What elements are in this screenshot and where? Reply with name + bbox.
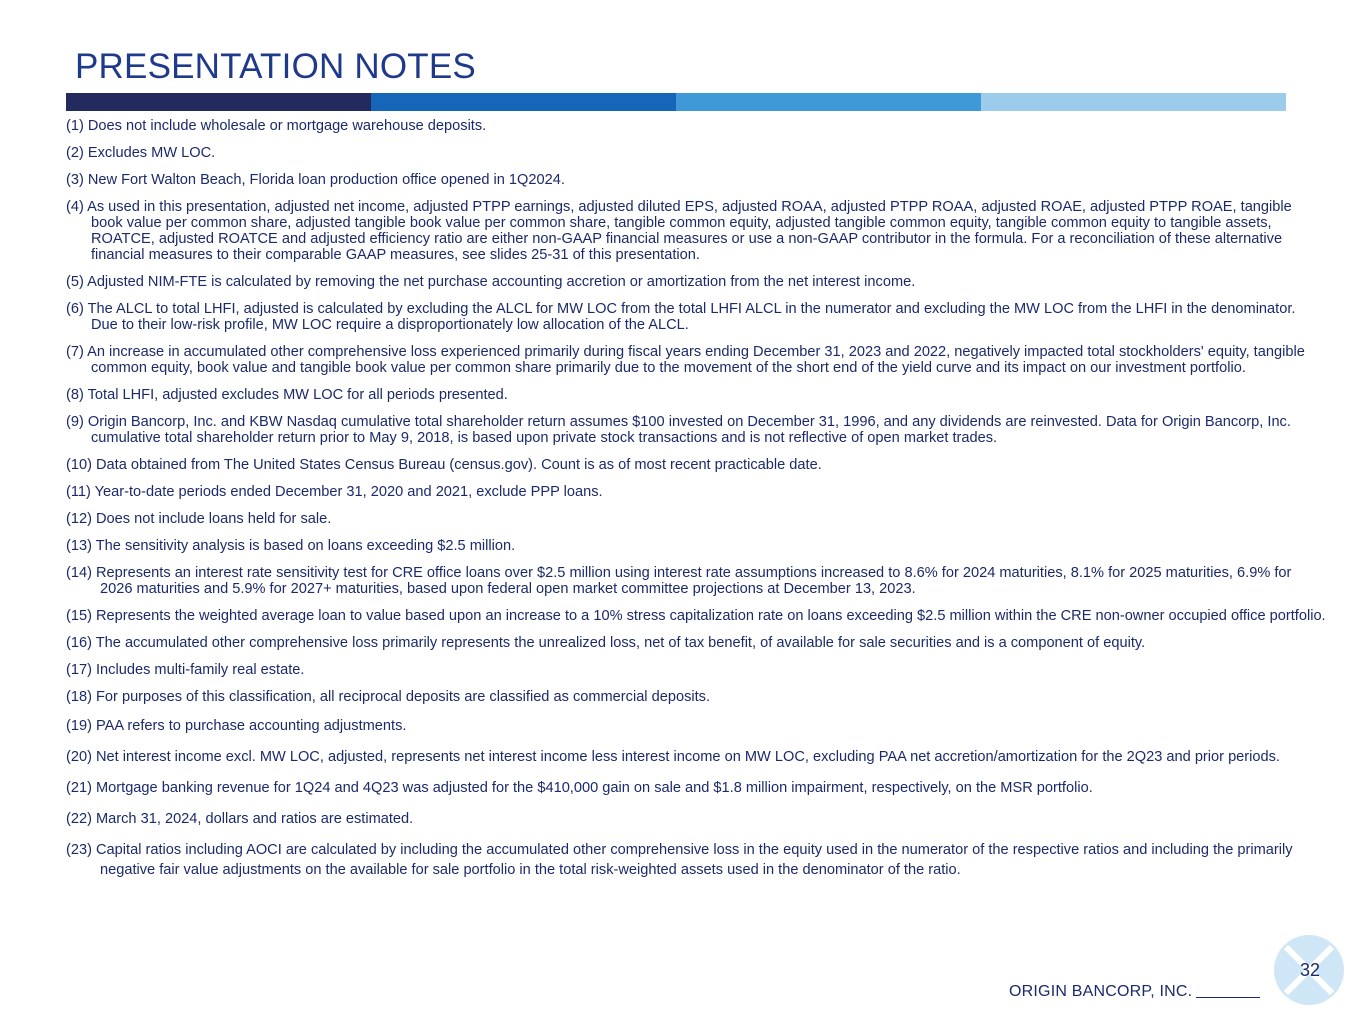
note-8: (8) Total LHFI, adjusted excludes MW LOC for all periods presented. — [66, 387, 508, 403]
color-bar-segment-navy — [66, 93, 371, 111]
note-6: (6) The ALCL to total LHFI, adjusted is calculated by excluding the ALCL for MW LOC from the total LHFI ALCL in the numerator and excluding the MW LOC from the LHFI in the denominator. Due to their low-risk profile, MW LOC require a disproportionately low allocation of the ALCL. — [66, 301, 1296, 333]
note-4: (4) As used in this presentation, adjusted net income, adjusted PTPP earnings, adjusted diluted EPS, adjusted ROAA, adjusted PTPP ROAA, adjusted ROAE, adjusted PTPP ROAE, tangible book value per common share, adjusted tangible book value per common share, tangible common equity, adjusted tangible common equity, tangible common equity to tangible assets, ROATCE, adjusted ROATCE and adjusted efficiency ratio are either non-GAAP financial measures or use a non-GAAP contributor in the formula. For a reconciliation of these alternative financial measures to their comparable GAAP measures, see slides 25-31 of this presentation. — [66, 199, 1292, 263]
note-2: (2) Excludes MW LOC. — [66, 145, 216, 161]
note-16: (16) The accumulated other comprehensive loss primarily represents the unrealized loss, net of tax benefit, of available for sale securities and is a component of equity. — [66, 635, 1146, 651]
note-15: (15) Represents the weighted average loan to value based upon an increase to a 10% stress capitalization rate on loans exceeding $2.5 million within the CRE non-owner occupied office portfolio. — [66, 608, 1326, 624]
note-20: (20) Net interest income excl. MW LOC, adjusted, represents net interest income less interest income on MW LOC, excluding PAA net accretion/amortization for the 2Q23 and prior periods. — [66, 749, 1280, 765]
page-title: PRESENTATION NOTES — [75, 47, 476, 86]
page-number: 32 — [1299, 960, 1321, 980]
note-11: (11) Year-to-date periods ended December 31, 2020 and 2021, exclude PPP loans. — [66, 484, 603, 500]
note-14: (14) Represents an interest rate sensitivity test for CRE office loans over $2.5 million using interest rate assumptions increased to 8.6% for 2024 maturities, 8.1% for 2025 maturities, 6.9% for 2026 maturities and 5.9% for 2027+ maturities, based upon federal open market committee projections at December 13, 2023. — [66, 565, 1292, 597]
footer-underline — [1196, 997, 1260, 998]
footer-company-label: ORIGIN BANCORP, INC. — [1009, 983, 1193, 1000]
note-19: (19) PAA refers to purchase accounting adjustments. — [66, 718, 407, 734]
note-22: (22) March 31, 2024, dollars and ratios are estimated. — [66, 811, 414, 827]
note-13: (13) The sensitivity analysis is based on loans exceeding $2.5 million. — [66, 538, 516, 554]
note-9: (9) Origin Bancorp, Inc. and KBW Nasdaq cumulative total shareholder return assumes $100 invested on December 31, 1996, and any dividends are reinvested. Data for Origin Bancorp, Inc. cumulative total shareholder return prior to May 9, 2018, is based upon private stock transactions and is not reflective of open market trades. — [66, 414, 1291, 446]
note-21: (21) Mortgage banking revenue for 1Q24 and 4Q23 was adjusted for the $410,000 gain on sale and $1.8 million impairment, respectively, on the MSR portfolio. — [66, 780, 1093, 796]
footer-company-name — [1009, 983, 1260, 1001]
note-3: (3) New Fort Walton Beach, Florida loan production office opened in 1Q2024. — [66, 172, 565, 188]
note-17: (17) Includes multi-family real estate. — [66, 662, 305, 678]
note-12: (12) Does not include loans held for sale. — [66, 511, 332, 527]
color-bar-segment-light — [981, 93, 1286, 111]
notes-list — [66, 118, 1326, 891]
note-7: (7) An increase in accumulated other comprehensive loss experienced primarily during fiscal years ending December 31, 2023 and 2022, negatively impacted total stockholders' equity, tangible common equity, book value and tangible book value per common share primarily due to the movement of the short end of the yield curve and its impact on our investment portfolio. — [66, 344, 1305, 376]
header-color-bar — [66, 93, 1286, 111]
note-23: (23) Capital ratios including AOCI are calculated by including the accumulated other comprehensive loss in the equity used in the numerator of the respective ratios and including the primarily negative fair value adjustments on the available for sale portfolio in the total risk-weighted assets used in the denominator of the ratio. — [66, 842, 1293, 878]
note-10: (10) Data obtained from The United States Census Bureau (census.gov). Count is as of most recent practicable date. — [66, 457, 822, 473]
note-5: (5) Adjusted NIM-FTE is calculated by removing the net purchase accounting accretion or amortization from the net interest income. — [66, 274, 916, 290]
note-1: (1) Does not include wholesale or mortgage warehouse deposits. — [66, 118, 487, 134]
note-18: (18) For purposes of this classification, all reciprocal deposits are classified as commercial deposits. — [66, 689, 711, 705]
color-bar-segment-sky — [676, 93, 981, 111]
color-bar-segment-blue — [371, 93, 676, 111]
